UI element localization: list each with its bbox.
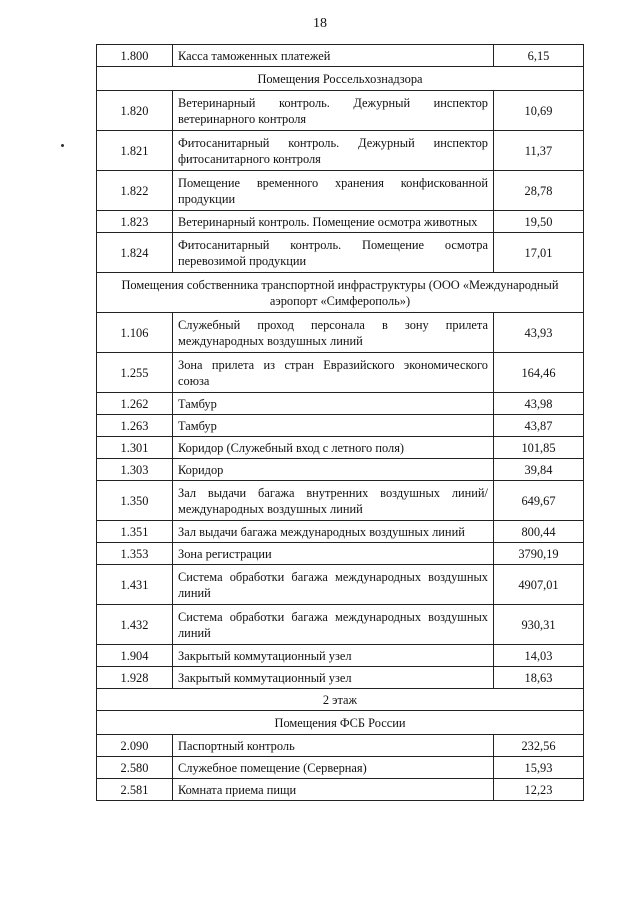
room-area: 43,98 xyxy=(494,393,584,415)
room-code: 1.823 xyxy=(97,211,173,233)
section-title: Помещения Россельхознадзора xyxy=(97,67,584,91)
table-row xyxy=(97,481,584,521)
room-code: 1.255 xyxy=(97,353,173,393)
table-row xyxy=(97,353,584,393)
table-row xyxy=(97,521,584,543)
table-row xyxy=(97,91,584,131)
room-code: 1.301 xyxy=(97,437,173,459)
room-name: Зона регистрации xyxy=(173,543,494,565)
room-area: 649,67 xyxy=(494,481,584,521)
room-name: Зона прилета из стран Евразийского экономического союза xyxy=(173,353,494,393)
table-row xyxy=(97,45,584,67)
room-code: 1.263 xyxy=(97,415,173,437)
table-row xyxy=(97,645,584,667)
room-code: 1.821 xyxy=(97,131,173,171)
room-area: 15,93 xyxy=(494,757,584,779)
section-title: Помещения собственника транспортной инфраструктуры (ООО «Международный аэропорт «Симферополь») xyxy=(97,273,584,313)
room-name: Служебное помещение (Серверная) xyxy=(173,757,494,779)
table-row xyxy=(97,605,584,645)
room-name: Зал выдачи багажа международных воздушных линий xyxy=(173,521,494,543)
room-area: 11,37 xyxy=(494,131,584,171)
room-area: 43,93 xyxy=(494,313,584,353)
room-code: 1.431 xyxy=(97,565,173,605)
section-header-row xyxy=(97,711,584,735)
room-code: 1.432 xyxy=(97,605,173,645)
table-row xyxy=(97,543,584,565)
table-row xyxy=(97,667,584,689)
table-row xyxy=(97,171,584,211)
room-name: Система обработки багажа международных воздушных линий xyxy=(173,605,494,645)
room-code: 1.106 xyxy=(97,313,173,353)
section-header-row xyxy=(97,67,584,91)
room-name: Тамбур xyxy=(173,415,494,437)
room-code: 1.800 xyxy=(97,45,173,67)
room-name: Паспортный контроль xyxy=(173,735,494,757)
table-row xyxy=(97,437,584,459)
room-area: 10,69 xyxy=(494,91,584,131)
table-row xyxy=(97,393,584,415)
room-name: Ветеринарный контроль. Помещение осмотра животных xyxy=(173,211,494,233)
room-area: 39,84 xyxy=(494,459,584,481)
section-header-row xyxy=(97,689,584,711)
room-name: Фитосанитарный контроль. Дежурный инспектор фитосанитарного контроля xyxy=(173,131,494,171)
room-area: 4907,01 xyxy=(494,565,584,605)
table-row xyxy=(97,211,584,233)
room-name: Служебный проход персонала в зону прилета международных воздушных линий xyxy=(173,313,494,353)
scan-artifact-dot xyxy=(61,144,64,147)
room-area: 3790,19 xyxy=(494,543,584,565)
room-code: 1.824 xyxy=(97,233,173,273)
table-row xyxy=(97,415,584,437)
room-name: Фитосанитарный контроль. Помещение осмотра перевозимой продукции xyxy=(173,233,494,273)
room-name: Ветеринарный контроль. Дежурный инспектор ветеринарного контроля xyxy=(173,91,494,131)
room-area: 101,85 xyxy=(494,437,584,459)
room-area: 930,31 xyxy=(494,605,584,645)
room-name: Комната приема пищи xyxy=(173,779,494,801)
room-code: 1.303 xyxy=(97,459,173,481)
room-code: 1.822 xyxy=(97,171,173,211)
table-row xyxy=(97,233,584,273)
room-name: Коридор (Служебный вход с летного поля) xyxy=(173,437,494,459)
room-area: 17,01 xyxy=(494,233,584,273)
room-area: 164,46 xyxy=(494,353,584,393)
room-code: 1.351 xyxy=(97,521,173,543)
room-code: 2.581 xyxy=(97,779,173,801)
room-area: 19,50 xyxy=(494,211,584,233)
section-title: 2 этаж xyxy=(97,689,584,711)
room-code: 1.820 xyxy=(97,91,173,131)
room-area: 232,56 xyxy=(494,735,584,757)
room-name: Коридор xyxy=(173,459,494,481)
table-row xyxy=(97,779,584,801)
room-name: Касса таможенных платежей xyxy=(173,45,494,67)
room-code: 1.350 xyxy=(97,481,173,521)
section-header-row xyxy=(97,273,584,313)
page-number: 18 xyxy=(313,16,327,31)
table-row xyxy=(97,735,584,757)
room-name: Закрытый коммутационный узел xyxy=(173,667,494,689)
room-code: 2.090 xyxy=(97,735,173,757)
room-code: 1.262 xyxy=(97,393,173,415)
table-row xyxy=(97,313,584,353)
table-row xyxy=(97,565,584,605)
room-code: 2.580 xyxy=(97,757,173,779)
room-code: 1.353 xyxy=(97,543,173,565)
premises-table-body xyxy=(97,45,584,801)
room-name: Закрытый коммутационный узел xyxy=(173,645,494,667)
room-area: 43,87 xyxy=(494,415,584,437)
room-code: 1.928 xyxy=(97,667,173,689)
room-area: 6,15 xyxy=(494,45,584,67)
room-area: 28,78 xyxy=(494,171,584,211)
room-code: 1.904 xyxy=(97,645,173,667)
room-area: 12,23 xyxy=(494,779,584,801)
room-name: Система обработки багажа международных воздушных линий xyxy=(173,565,494,605)
room-area: 800,44 xyxy=(494,521,584,543)
table-row xyxy=(97,131,584,171)
table-row xyxy=(97,459,584,481)
table-row xyxy=(97,757,584,779)
room-name: Тамбур xyxy=(173,393,494,415)
room-name: Зал выдачи багажа внутренних воздушных линий/международных воздушных линий xyxy=(173,481,494,521)
section-title: Помещения ФСБ России xyxy=(97,711,584,735)
room-area: 14,03 xyxy=(494,645,584,667)
room-area: 18,63 xyxy=(494,667,584,689)
room-name: Помещение временного хранения конфискованной продукции xyxy=(173,171,494,211)
premises-table xyxy=(96,44,584,801)
